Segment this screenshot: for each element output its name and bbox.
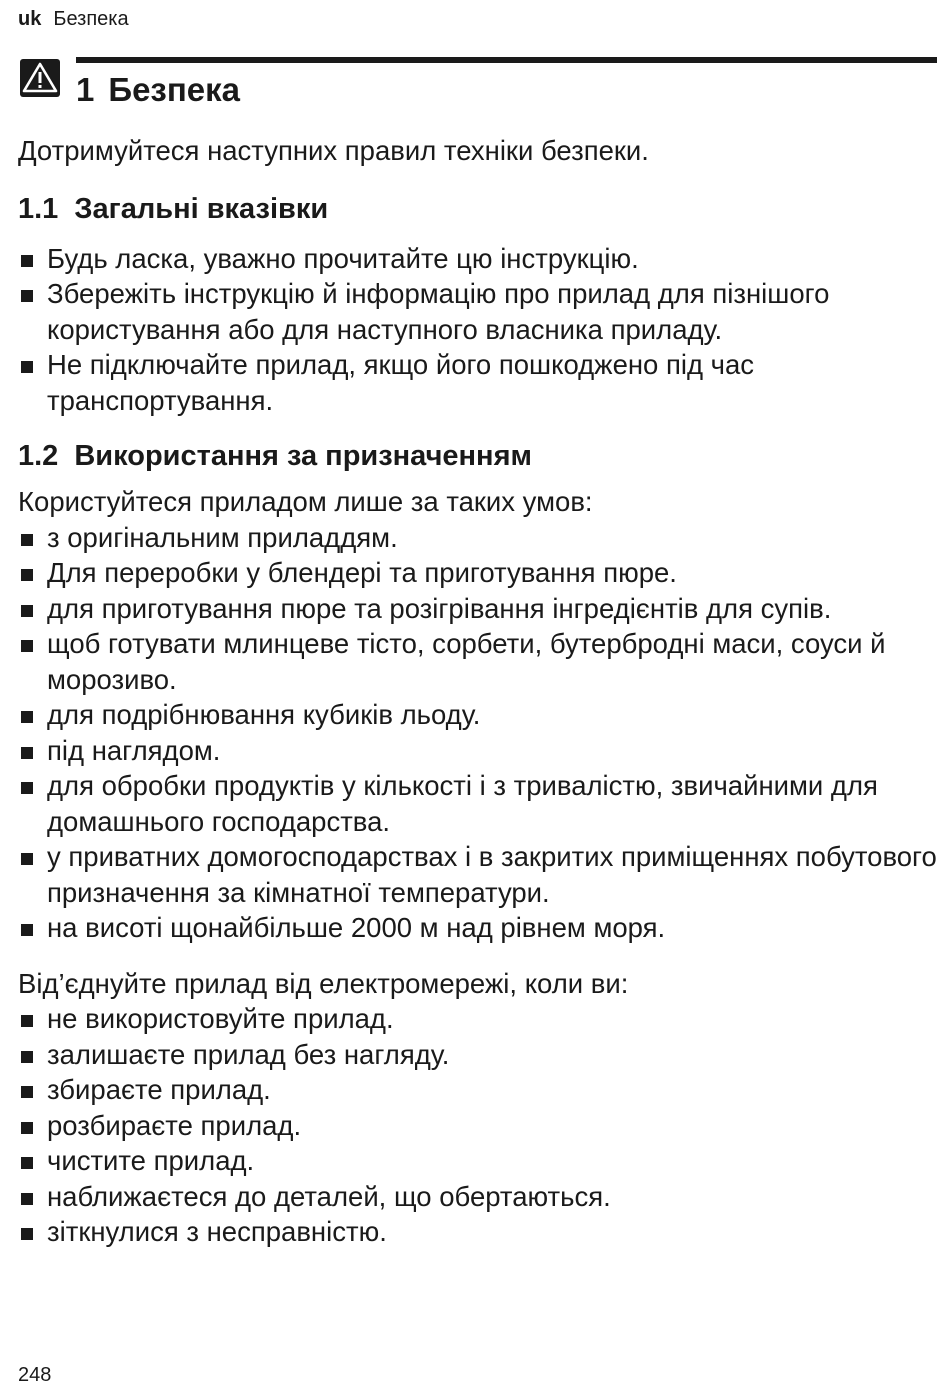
heading-1-1-number: 1.1 [18, 192, 59, 225]
list-item: наближаєтеся до деталей, що обертаються. [18, 1179, 938, 1215]
list-item: у приватних домогосподарствах і в закритих приміщеннях побутового призначення за кімнатної температури. [18, 839, 938, 910]
list-item: для подрібнювання кубиків льоду. [18, 697, 938, 733]
title-text: Безпека [108, 71, 240, 108]
heading-1-1 [18, 189, 938, 229]
list-item: для обробки продуктів у кількості і з тривалістю, звичайними для домашнього господарства. [18, 768, 938, 839]
page-number: 248 [18, 1364, 52, 1386]
list-item: розбираєте прилад. [18, 1108, 938, 1144]
heading-1-1-title: Загальні вказівки [74, 192, 329, 225]
list-item: на висоті щонайбільше 2000 м над рівнем моря. [18, 910, 938, 946]
main-content [18, 133, 938, 1250]
language-code: uk [18, 8, 42, 30]
heading-rule [76, 57, 937, 63]
header-section: Безпека [53, 8, 129, 30]
list-item: під наглядом. [18, 733, 938, 769]
running-header [18, 6, 129, 32]
list-item: зіткнулися з несправністю. [18, 1214, 938, 1250]
page-title [76, 68, 240, 112]
general-guidelines-list [18, 241, 938, 419]
list-item: Не підключайте прилад, якщо його пошкоджено під час транспортування. [18, 347, 938, 418]
intended-use-lead: Користуйтеся приладом лише за таких умов: [18, 486, 593, 517]
list-item: Будь ласка, уважно прочитайте цю інструкцію. [18, 241, 938, 277]
disconnect-list [18, 1001, 938, 1250]
title-number: 1 [76, 71, 95, 108]
warning-triangle-icon [19, 58, 61, 98]
list-item: не використовуйте прилад. [18, 1001, 938, 1037]
list-item: чистите прилад. [18, 1143, 938, 1179]
list-item: залишаєте прилад без нагляду. [18, 1037, 938, 1073]
disconnect-lead: Від’єднуйте прилад від електромережі, коли ви: [18, 967, 629, 999]
list-item: Для переробки у блендері та приготування пюре. [18, 555, 938, 591]
intro-text: Дотримуйтеся наступних правил техніки безпеки. [18, 135, 649, 166]
heading-1-2-number: 1.2 [18, 440, 59, 472]
intended-use-list [18, 520, 938, 946]
list-item: збираєте прилад. [18, 1072, 938, 1108]
heading-1-2 [18, 436, 938, 476]
list-item: для приготування пюре та розігрівання інгредієнтів для супів. [18, 591, 938, 627]
list-item: з оригінальним приладдям. [18, 520, 938, 556]
list-item: Збережіть інструкцію й інформацію про прилад для пізнішого користування або для наступного власника приладу. [18, 276, 938, 347]
list-item: щоб готувати млинцеве тісто, сорбети, бутербродні маси, соуси й морозиво. [18, 626, 938, 697]
heading-1-2-title: Використання за призначенням [74, 440, 532, 472]
